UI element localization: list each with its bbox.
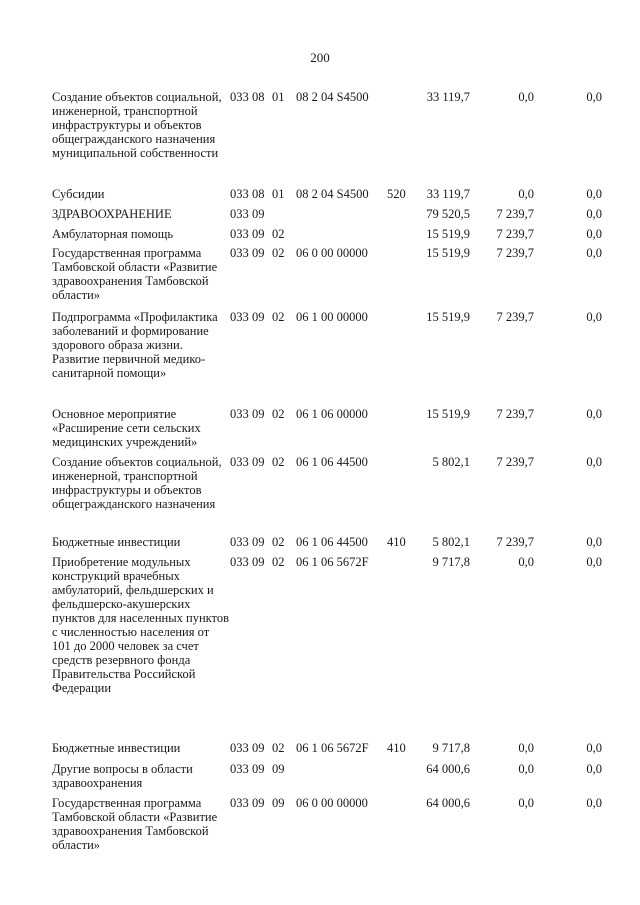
value-year-1: 9 717,8 [432, 555, 470, 569]
code-article: 06 1 06 5672F [296, 741, 369, 755]
row-name: Государственная программа Тамбовской области «Развитие здравоохранения Тамбовской области» [52, 796, 218, 852]
value-year-3: 0,0 [586, 310, 602, 324]
value-year-2: 0,0 [518, 555, 534, 569]
value-year-1: 15 519,9 [426, 227, 470, 241]
code-gr: 033 [230, 535, 249, 549]
code-subsection: 02 [272, 741, 285, 755]
code-section: 09 [252, 407, 265, 421]
value-year-3: 0,0 [586, 796, 602, 810]
code-subsection: 09 [272, 796, 285, 810]
page-number: 200 [310, 50, 330, 65]
value-year-3: 0,0 [586, 555, 602, 569]
code-article: 06 1 06 44500 [296, 535, 368, 549]
code-gr: 033 [230, 762, 249, 776]
row-name: ЗДРАВООХРАНЕНИЕ [52, 207, 172, 221]
table-row [0, 762, 640, 796]
table-row [0, 187, 640, 207]
row-name: Бюджетные инвестиции [52, 741, 181, 755]
code-article: 06 0 00 00000 [296, 796, 368, 810]
value-year-3: 0,0 [586, 535, 602, 549]
value-year-1: 33 119,7 [426, 187, 470, 201]
code-gr: 033 [230, 187, 249, 201]
value-year-3: 0,0 [586, 762, 602, 776]
value-year-1: 79 520,5 [426, 207, 470, 221]
budget-table [0, 90, 640, 860]
code-subsection: 09 [272, 762, 285, 776]
value-year-1: 5 802,1 [432, 455, 470, 469]
value-year-1: 64 000,6 [426, 762, 470, 776]
value-year-3: 0,0 [586, 407, 602, 421]
code-gr: 033 [230, 90, 249, 104]
code-gr: 033 [230, 246, 249, 260]
value-year-3: 0,0 [586, 90, 602, 104]
code-gr: 033 [230, 207, 249, 221]
value-year-3: 0,0 [586, 227, 602, 241]
code-section: 09 [252, 762, 265, 776]
table-row [0, 90, 640, 187]
value-year-1: 33 119,7 [426, 90, 470, 104]
code-article: 06 0 00 00000 [296, 246, 368, 260]
code-section: 09 [252, 246, 265, 260]
value-year-1: 9 717,8 [432, 741, 470, 755]
value-year-1: 15 519,9 [426, 246, 470, 260]
table-row [0, 407, 640, 455]
value-year-2: 7 239,7 [496, 535, 534, 549]
code-section: 09 [252, 227, 265, 241]
code-section: 09 [252, 535, 265, 549]
code-section: 09 [252, 796, 265, 810]
row-name: Другие вопросы в области здравоохранения [52, 762, 193, 790]
table-row [0, 535, 640, 555]
code-gr: 033 [230, 310, 249, 324]
table-row [0, 310, 640, 407]
code-subsection: 02 [272, 407, 285, 421]
row-name: Создание объектов социальной, инженерной, транспортной инфраструктуры и объектов общегражданского назначения муниципальной собственности [52, 90, 222, 160]
row-name: Субсидии [52, 187, 105, 201]
row-name: Приобретение модульных конструкций врачебных амбулаторий, фельдшерских и фельдшерско-акушерских пунктов для населенных пунктов с численностью населения от 101 до 2000 человек за счет средств резервного фонда Правительства Российской Федерации [52, 555, 229, 695]
code-subsection: 02 [272, 246, 285, 260]
table-row [0, 227, 640, 246]
value-year-2: 7 239,7 [496, 207, 534, 221]
row-name: Основное мероприятие «Расширение сети сельских медицинских учреждений» [52, 407, 201, 449]
row-name: Амбулаторная помощь [52, 227, 174, 241]
code-gr: 033 [230, 455, 249, 469]
code-subsection: 02 [272, 535, 285, 549]
value-year-2: 0,0 [518, 741, 534, 755]
row-name: Бюджетные инвестиции [52, 535, 181, 549]
table-row [0, 555, 640, 741]
value-year-2: 7 239,7 [496, 310, 534, 324]
code-article: 08 2 04 S4500 [296, 90, 369, 104]
code-section: 09 [252, 207, 265, 221]
value-year-1: 15 519,9 [426, 407, 470, 421]
row-name: Государственная программа Тамбовской области «Развитие здравоохранения Тамбовской области» [52, 246, 218, 302]
code-subsection: 01 [272, 90, 285, 104]
code-gr: 033 [230, 407, 249, 421]
code-expense-type: 410 [387, 535, 406, 549]
value-year-2: 0,0 [518, 187, 534, 201]
code-section: 09 [252, 310, 265, 324]
code-gr: 033 [230, 796, 249, 810]
row-name: Создание объектов социальной, инженерной, транспортной инфраструктуры и объектов общегражданского назначения [52, 455, 222, 511]
table-row [0, 246, 640, 310]
code-article: 06 1 00 00000 [296, 310, 368, 324]
value-year-2: 0,0 [518, 796, 534, 810]
code-subsection: 02 [272, 455, 285, 469]
code-section: 09 [252, 741, 265, 755]
value-year-1: 15 519,9 [426, 310, 470, 324]
value-year-1: 5 802,1 [432, 535, 470, 549]
table-row [0, 455, 640, 535]
code-article: 08 2 04 S4500 [296, 187, 369, 201]
value-year-2: 0,0 [518, 762, 534, 776]
code-gr: 033 [230, 741, 249, 755]
value-year-2: 7 239,7 [496, 246, 534, 260]
value-year-2: 0,0 [518, 90, 534, 104]
code-section: 08 [252, 187, 265, 201]
code-expense-type: 410 [387, 741, 406, 755]
code-subsection: 02 [272, 310, 285, 324]
code-expense-type: 520 [387, 187, 406, 201]
code-article: 06 1 06 5672F [296, 555, 369, 569]
value-year-3: 0,0 [586, 207, 602, 221]
table-row [0, 207, 640, 227]
value-year-2: 7 239,7 [496, 227, 534, 241]
row-name: Подпрограмма «Профилактика заболеваний и формирование здорового образа жизни. Развитие первичной медико-санитарной помощи» [52, 310, 218, 380]
code-subsection: 02 [272, 555, 285, 569]
code-article: 06 1 06 44500 [296, 455, 368, 469]
value-year-3: 0,0 [586, 741, 602, 755]
value-year-2: 7 239,7 [496, 455, 534, 469]
value-year-2: 7 239,7 [496, 407, 534, 421]
code-section: 08 [252, 90, 265, 104]
code-gr: 033 [230, 555, 249, 569]
value-year-3: 0,0 [586, 246, 602, 260]
value-year-1: 64 000,6 [426, 796, 470, 810]
table-row [0, 741, 640, 762]
code-gr: 033 [230, 227, 249, 241]
code-subsection: 02 [272, 227, 285, 241]
code-article: 06 1 06 00000 [296, 407, 368, 421]
code-section: 09 [252, 555, 265, 569]
value-year-3: 0,0 [586, 187, 602, 201]
table-row [0, 796, 640, 860]
code-section: 09 [252, 455, 265, 469]
value-year-3: 0,0 [586, 455, 602, 469]
code-subsection: 01 [272, 187, 285, 201]
